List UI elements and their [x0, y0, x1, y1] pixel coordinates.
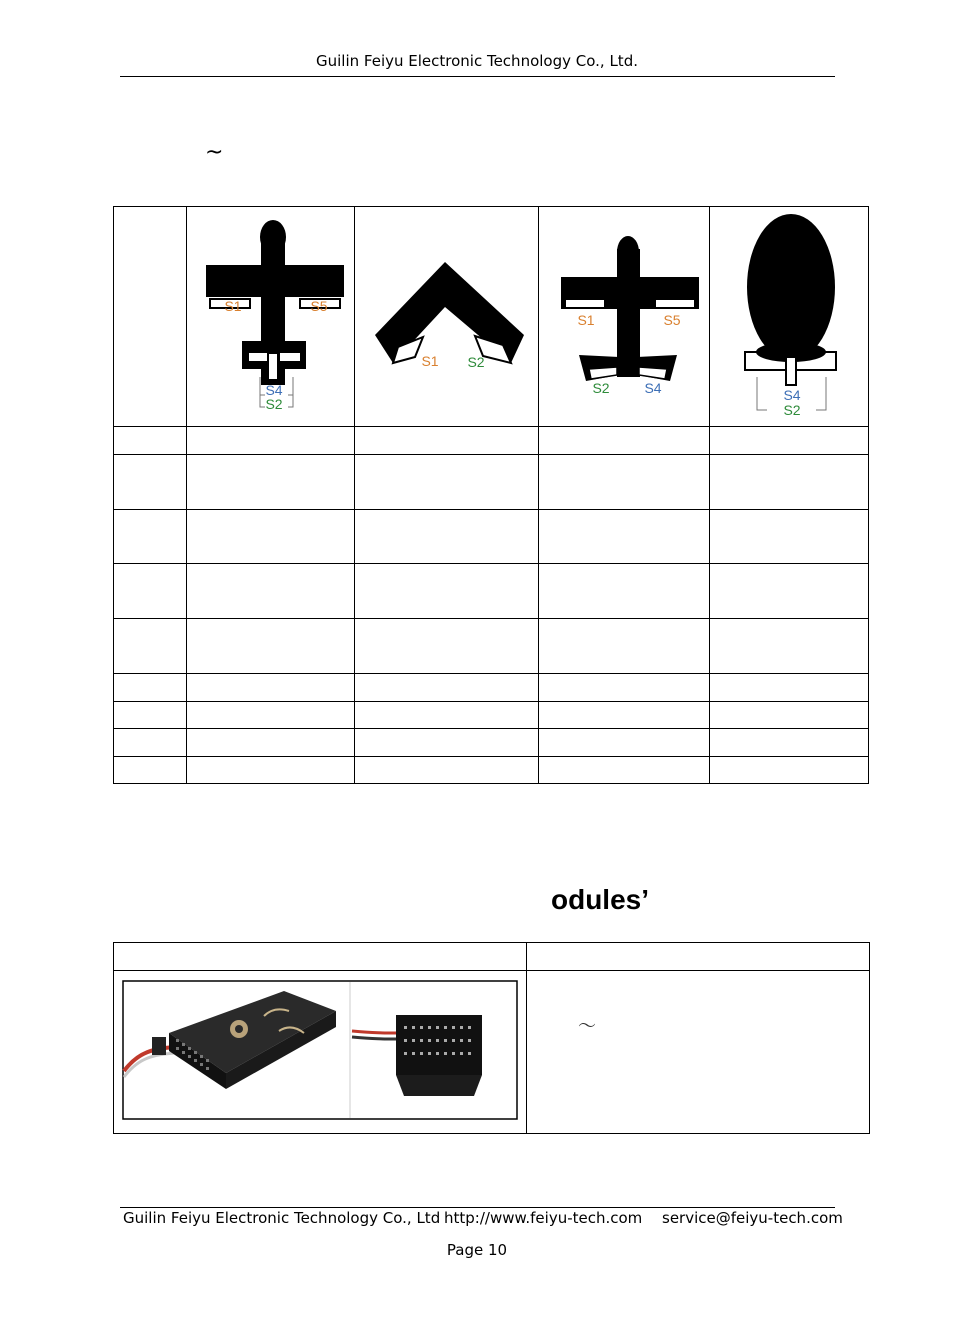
label-s1: S1	[224, 298, 242, 314]
footer-website-link[interactable]: http://www.feiyu-tech.com	[444, 1209, 643, 1227]
table-row	[114, 674, 869, 702]
table-row	[114, 427, 869, 455]
image-row	[114, 207, 869, 427]
footer-email-link[interactable]: service@feiyu-tech.com	[662, 1209, 843, 1227]
v-tail-plane-icon	[539, 207, 709, 422]
header-rule	[120, 76, 835, 77]
modules-tilde: ～	[578, 1016, 596, 1037]
header-company: Guilin Feiyu Electronic Technology Co., Ltd.	[316, 52, 638, 70]
description-cell	[527, 971, 870, 1134]
table-cell	[114, 207, 187, 427]
modules-table	[113, 942, 870, 1134]
table-row	[114, 702, 869, 729]
table-row	[114, 757, 869, 784]
label-s4: S4	[265, 382, 283, 398]
table-cell	[710, 207, 869, 427]
label-s4: S4	[783, 387, 801, 403]
servo-module-photo-icon	[114, 971, 526, 1133]
airship-icon	[710, 207, 868, 422]
table-row	[114, 943, 870, 971]
label-s1: S1	[421, 353, 439, 369]
table-cell	[539, 207, 710, 427]
label-s5: S5	[663, 312, 681, 328]
section-title: odules’	[551, 884, 650, 915]
table-row	[114, 971, 870, 1134]
label-s4: S4	[644, 380, 662, 396]
table-cell	[355, 207, 539, 427]
table-row	[114, 564, 869, 619]
conventional-plane-icon	[187, 207, 354, 422]
intro-tilde: ~	[205, 140, 224, 165]
label-s2: S2	[783, 402, 801, 418]
label-s1: S1	[577, 312, 595, 328]
label-s2: S2	[265, 396, 283, 412]
label-s2: S2	[467, 354, 485, 370]
footer-rule	[120, 1207, 835, 1208]
flying-wing-icon	[355, 207, 538, 422]
page-number: Page 10	[446, 1241, 508, 1259]
table-row	[114, 729, 869, 757]
table-row	[114, 455, 869, 510]
aircraft-mixing-table	[113, 206, 869, 784]
footer-company: Guilin Feiyu Electronic Technology Co., Ltd	[123, 1209, 441, 1227]
table-row	[114, 510, 869, 564]
table-row	[114, 619, 869, 674]
photo-cell	[114, 971, 527, 1134]
label-s5: S5	[310, 298, 328, 314]
label-s2: S2	[592, 380, 610, 396]
table-cell	[187, 207, 355, 427]
